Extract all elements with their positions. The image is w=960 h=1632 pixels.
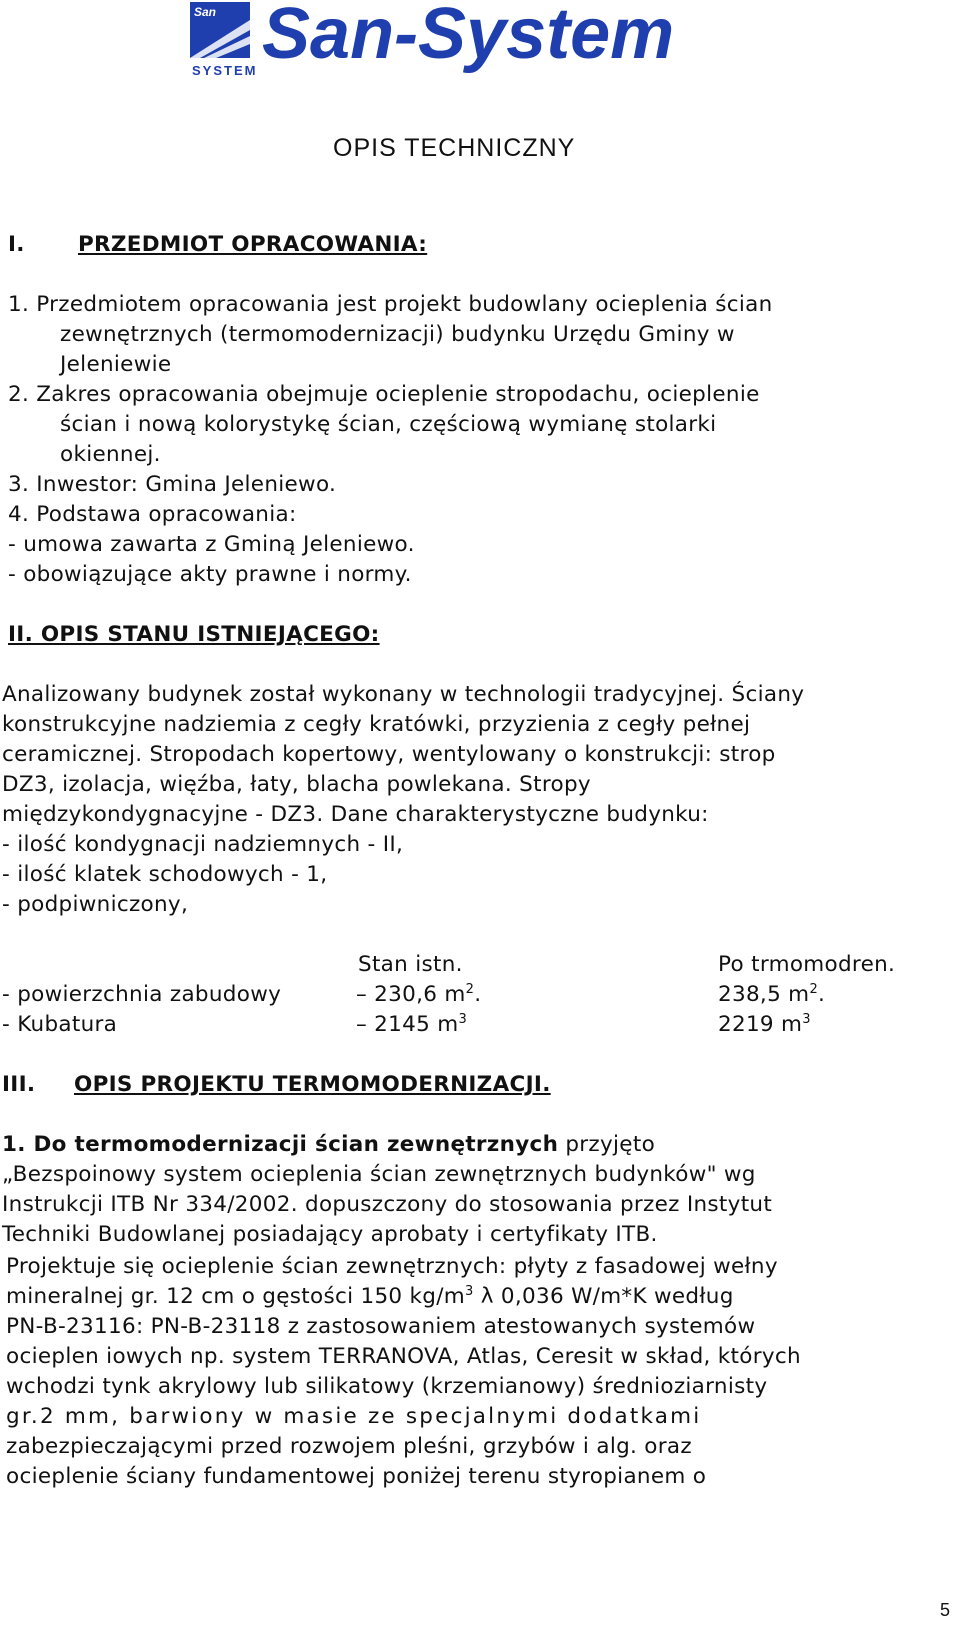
text-line: Instrukcji ITB Nr 334/2002. dopuszczony do stosowania przez Instytut xyxy=(2,1192,773,1217)
table-cell-after: 2219 $m^3$ xyxy=(718,1011,811,1037)
text-line: gr.2 mm, barwiony w masie ze specjalnymi dodatkami xyxy=(6,1404,702,1429)
table-cell-after: 238,5 $m^2$. xyxy=(718,981,826,1007)
text-line: - podpiwniczony, xyxy=(2,892,189,917)
text-line: DZ3, izolacja, więźba, łaty, blacha powlekana. Stropy xyxy=(2,772,591,797)
text-line: ocieplenie ściany fundamentowej poniżej terenu styropianem o xyxy=(6,1464,707,1489)
text-line: wchodzi tynk akrylowy lub silikatowy (krzemianowy) średnioziarnisty xyxy=(6,1374,768,1399)
text-line: mineralnej gr. 12 cm o gęstości 150 $kg/m^3$ λ 0,036 W/m*K według xyxy=(6,1283,734,1309)
text-line: - ilość klatek schodowych - 1, xyxy=(2,862,328,887)
table-row-label: - Kubatura xyxy=(2,1012,118,1037)
text-line: - umowa zawarta z Gminą Jeleniewo. xyxy=(8,532,415,557)
text-line: 3. Inwestor: Gmina Jeleniewo. xyxy=(8,472,337,497)
page-number: 5 xyxy=(940,1600,951,1620)
section-3-number: III. xyxy=(2,1072,36,1097)
text-line: ceramicznej. Stropodach kopertowy, wentylowany o konstrukcji: strop xyxy=(2,742,776,767)
text-line: 1. Do termomodernizacji ścian zewnętrznych przyjęto xyxy=(2,1132,656,1157)
svg-text:San-System: San-System xyxy=(262,0,675,74)
svg-text:SYSTEM: SYSTEM xyxy=(192,63,258,78)
text-line: ocieplen iowych np. system TERRANOVA, Atlas, Ceresit w skład, których xyxy=(6,1344,801,1369)
table-header-existing: Stan istn. xyxy=(358,952,463,977)
section-1-heading: PRZEDMIOT OPRACOWANIA: xyxy=(78,232,428,257)
text-line: „Bezspoinowy system ocieplenia ścian zewnętrznych budynków" wg xyxy=(2,1162,756,1187)
table-cell-existing: – 230,6 $m^2$. xyxy=(356,981,482,1007)
text-line: PN-B-23116: PN-B-23118 z zastosowaniem atestowanych systemów xyxy=(6,1314,756,1339)
text-line: ścian i nową kolorystykę ścian, częściową wymianę stolarki xyxy=(60,412,717,437)
text-line: Analizowany budynek został wykonany w technologii tradycyjnej. Ściany xyxy=(2,682,805,707)
text-line: zabezpieczającymi przed rozwojem pleśni, grzybów i alg. oraz xyxy=(6,1434,692,1459)
text-line: zewnętrznych (termomodernizacji) budynku Urzędu Gminy w xyxy=(60,322,735,347)
section-2-heading: II. OPIS STANU ISTNIEJĄCEGO: xyxy=(8,622,380,647)
section-1-number: I. xyxy=(8,232,25,257)
text-line: okiennej. xyxy=(60,442,161,467)
text-line: Jeleniewie xyxy=(60,352,172,377)
text-line: konstrukcyjne nadziemia z cegły kratówki, przyzienia z cegły pełnej xyxy=(2,712,751,737)
table-row-label: - powierzchnia zabudowy xyxy=(2,982,282,1007)
san-system-logo xyxy=(190,0,775,80)
text-line: 2. Zakres opracowania obejmuje ocieplenie stropodachu, ocieplenie xyxy=(8,382,760,407)
text-line: Techniki Budowlanej posiadający aprobaty i certyfikaty ITB. xyxy=(2,1222,658,1247)
table-cell-existing: – 2145 $m^3$ xyxy=(356,1011,468,1037)
section-3-heading: OPIS PROJEKTU TERMOMODERNIZACJI. xyxy=(74,1072,551,1097)
text-line: - ilość kondygnacji nadziemnych - II, xyxy=(2,832,404,857)
svg-text:San: San xyxy=(194,5,217,19)
text-line: 4. Podstawa opracowania: xyxy=(8,502,297,527)
document-title: OPIS TECHNICZNY xyxy=(333,134,576,162)
text-line: 1. Przedmiotem opracowania jest projekt budowlany ocieplenia ścian xyxy=(8,292,773,317)
text-line: międzykondygnacyjne - DZ3. Dane charakterystyczne budynku: xyxy=(2,802,709,827)
text-line: Projektuje się ocieplenie ścian zewnętrznych: płyty z fasadowej wełny xyxy=(6,1254,778,1279)
table-header-after: Po trmomodren. xyxy=(718,952,896,977)
text-line: - obowiązujące akty prawne i normy. xyxy=(8,562,412,587)
